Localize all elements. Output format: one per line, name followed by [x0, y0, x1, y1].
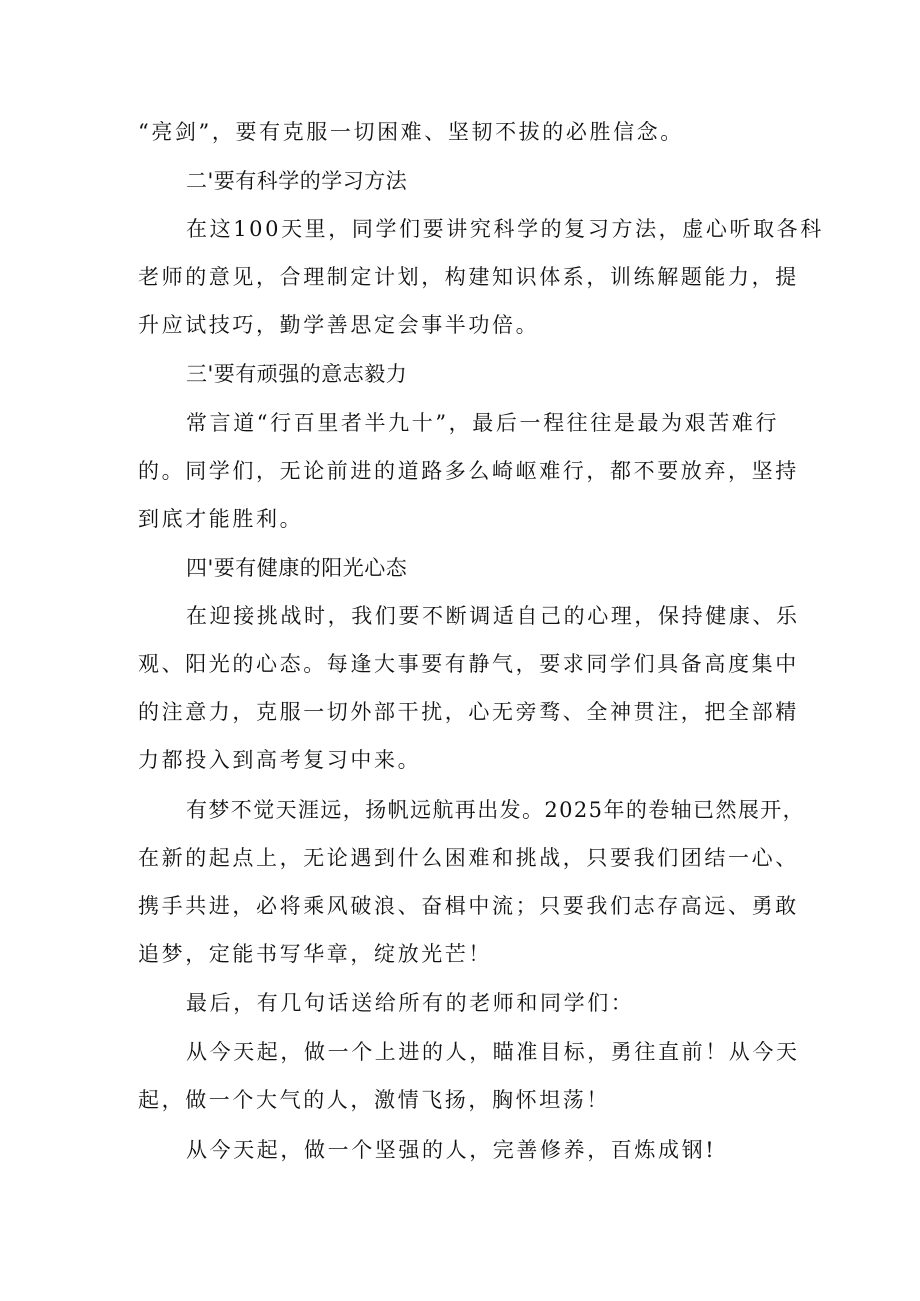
body-line: 在迎接挑战时，我们要不断调适自己的心理，保持健康、乐: [186, 604, 800, 628]
body-line: 升应试技巧，勤学善思定会事半功倍。: [138, 313, 540, 337]
body-line: 最后，有几句话送给所有的老师和同学们：: [186, 991, 635, 1015]
body-line: 到底才能胜利。: [138, 507, 304, 531]
body-line: “亮剑”，要有克服一切困难、坚韧不拔的必胜信念。: [138, 120, 684, 144]
body-line: 在这100天里，同学们要讲究科学的复习方法，虚心听取各科: [186, 217, 824, 241]
body-line: 有梦不觉天涯远，扬帆远航再出发。2025年的卷轴已然展开，: [186, 798, 806, 822]
body-line: 在新的起点上，无论遇到什么困难和挑战，只要我们团结一心、: [138, 846, 799, 870]
section-heading-4: 四'要有健康的阳光心态: [186, 556, 408, 580]
body-line: 观、阳光的心态。每逢大事要有静气，要求同学们具备高度集中: [138, 652, 799, 676]
section-heading-2: 二'要有科学的学习方法: [186, 169, 408, 193]
body-line: 追梦，定能书写华章，绽放光芒！: [138, 942, 492, 966]
body-line: 的。同学们，无论前进的道路多么崎岖难行，都不要放弃，坚持: [138, 459, 799, 483]
section-heading-3: 三'要有顽强的意志毅力: [186, 362, 408, 386]
body-line: 从今天起，做一个坚强的人，完善修养，百炼成钢!: [186, 1138, 717, 1162]
body-line: 从今天起，做一个上进的人，瞄准目标，勇往直前！从今天: [186, 1040, 800, 1064]
body-line: 力都投入到高考复习中来。: [138, 748, 422, 772]
body-line: 老师的意见，合理制定计划，构建知识体系，训练解题能力，提: [138, 265, 799, 289]
body-line: 起，做一个大气的人，激情飞扬，胸怀坦荡！: [138, 1088, 610, 1112]
body-line: 常言道“行百里者半九十”，最后一程往往是最为艰苦难行: [186, 411, 780, 435]
body-line: 携手共进，必将乘风破浪、奋楫中流；只要我们志存高远、勇敢: [138, 894, 799, 918]
body-line: 的注意力，克服一切外部干扰，心无旁骛、全神贯注，把全部精: [138, 700, 799, 724]
